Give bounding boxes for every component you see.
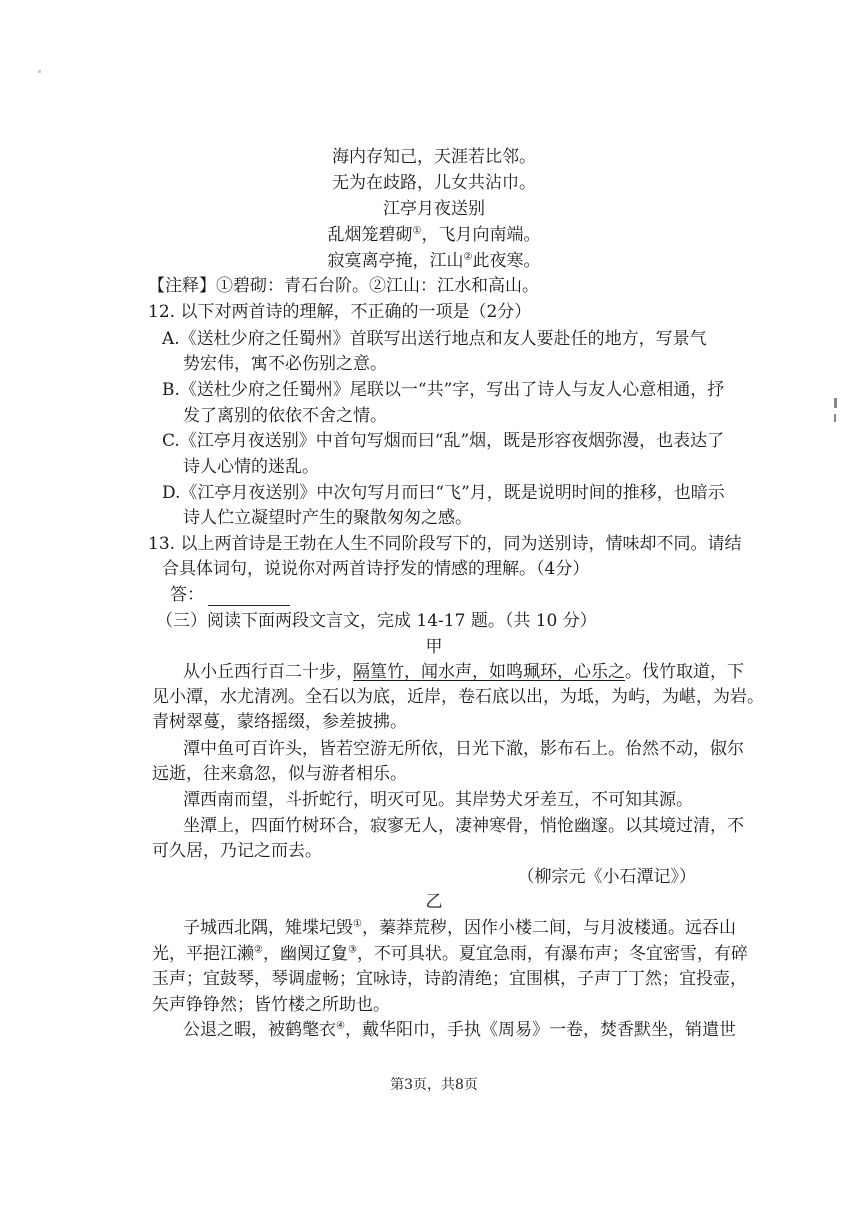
passage-yi-p1-line2: 光，平挹江濑②，幽阒辽夐③，不可具状。夏宜急雨，有瀑布声；冬宜密雪，有碎 <box>152 944 748 964</box>
scan-speck <box>38 70 41 73</box>
q12-option-c-line2: 诗人心情的迷乱。 <box>183 457 319 477</box>
q12-option-d-line2: 诗人伫立凝望时产生的聚散匆匆之感。 <box>183 508 472 528</box>
scan-speck <box>834 398 837 408</box>
q12-option-c-line1: C.《江亭月夜送别》中首句写烟而曰“乱”烟，既是形容夜烟弥漫，也表达了 <box>162 431 725 451</box>
passage-jia-p1-line3: 青树翠蔓，蒙络摇缀，参差披拂。 <box>152 712 407 732</box>
question-12-stem: 12. 以下对两首诗的理解，不正确的一项是（2分） <box>148 302 532 322</box>
question-13-answer <box>170 584 290 606</box>
passage-jia-source: （柳宗元《小石潭记》） <box>517 867 696 887</box>
annotation-note: 【注释】①碧砌：青石台阶。②江山：江水和高山。 <box>148 276 539 296</box>
passage-yi-p1-line1: 子城西北隅，雉堞圮毁①，蓁莽荒秽，因作小楼二间，与月波楼通。远吞山 <box>183 918 736 938</box>
passage-yi-heading: 乙 <box>425 892 443 912</box>
question-13-line2: 合具体词句，说说你对两首诗抒发的情感的理解。（4分） <box>162 559 590 579</box>
passage-jia-p1-line2: 见小潭，水尤清冽。全石以为底，近岸，卷石底以出，为坻，为屿，为嵁，为岩。 <box>152 687 764 707</box>
answer-label: 答： <box>170 585 204 605</box>
poem1-line3: 海内存知己，天涯若比邻。 <box>332 147 536 167</box>
passage-jia-p3-line1: 潭西南而望，斗折蛇行，明灭可见。其岸势犬牙差互，不可知其源。 <box>183 790 693 810</box>
poem2-title: 江亭月夜送别 <box>383 199 485 219</box>
passage-jia-p2-line2: 远逝，往来翕忽，似与游者相乐。 <box>152 764 407 784</box>
q12-option-a-line2: 势宏伟，寓不必伤别之意。 <box>183 354 387 374</box>
page-footer: 第3页，共8页 <box>390 1077 478 1093</box>
passage-yi-p1-line3: 玉声；宜鼓琴，琴调虚畅；宜咏诗，诗韵清绝；宜围棋，子声丁丁然；宜投壶， <box>152 969 747 989</box>
answer-blank[interactable] <box>208 589 290 606</box>
passage-yi-p2-line1: 公退之暇，被鹤氅衣④，戴华阳巾，手执《周易》一卷，焚香默坐，销遣世 <box>183 1020 736 1040</box>
poem2-line2: 寂寞离亭掩，江山②此夜寒。 <box>327 251 541 271</box>
q12-option-b-line2: 发了离别的依依不舍之情。 <box>183 406 387 426</box>
q12-option-a-line1: A.《送杜少府之任蜀州》首联写出送行地点和友人要赴任的地方，写景气 <box>162 329 707 349</box>
q12-option-b-line1: B.《送杜少府之任蜀州》尾联以一“共”字，写出了诗人与友人心意相通，抒 <box>162 380 725 400</box>
poem1-line4: 无为在歧路，儿女共沾巾。 <box>332 173 536 193</box>
poem2-line1: 乱烟笼碧砌①，飞月向南端。 <box>327 225 541 245</box>
passage-jia-p1-line1: 从小丘西行百二十步，隔篁竹，闻水声，如鸣珮环，心乐之。伐竹取道，下 <box>183 662 744 682</box>
section-3-header: （三）阅读下面两段文言文，完成 14-17 题。（共 10 分） <box>156 611 597 631</box>
scan-speck <box>834 414 836 422</box>
passage-jia-heading: 甲 <box>425 637 443 657</box>
passage-jia-p4-line2: 可久居，乃记之而去。 <box>152 841 322 861</box>
passage-jia-p4-line1: 坐潭上，四面竹树环合，寂寥无人，凄神寒骨，悄怆幽邃。以其境过清，不 <box>183 816 744 836</box>
question-13-line1: 13. 以上两首诗是王勃在人生不同阶段写下的，同为送别诗，情味却不同。请结 <box>148 534 742 554</box>
passage-jia-p2-line1: 潭中鱼可百许头，皆若空游无所依，日光下澈，影布石上。佁然不动，俶尔 <box>183 739 744 759</box>
q12-option-d-line1: D.《江亭月夜送别》中次句写月而曰“飞”月，既是说明时间的推移，也暗示 <box>162 483 725 503</box>
passage-yi-p1-line4: 矢声铮铮然；皆竹楼之所助也。 <box>152 995 390 1015</box>
